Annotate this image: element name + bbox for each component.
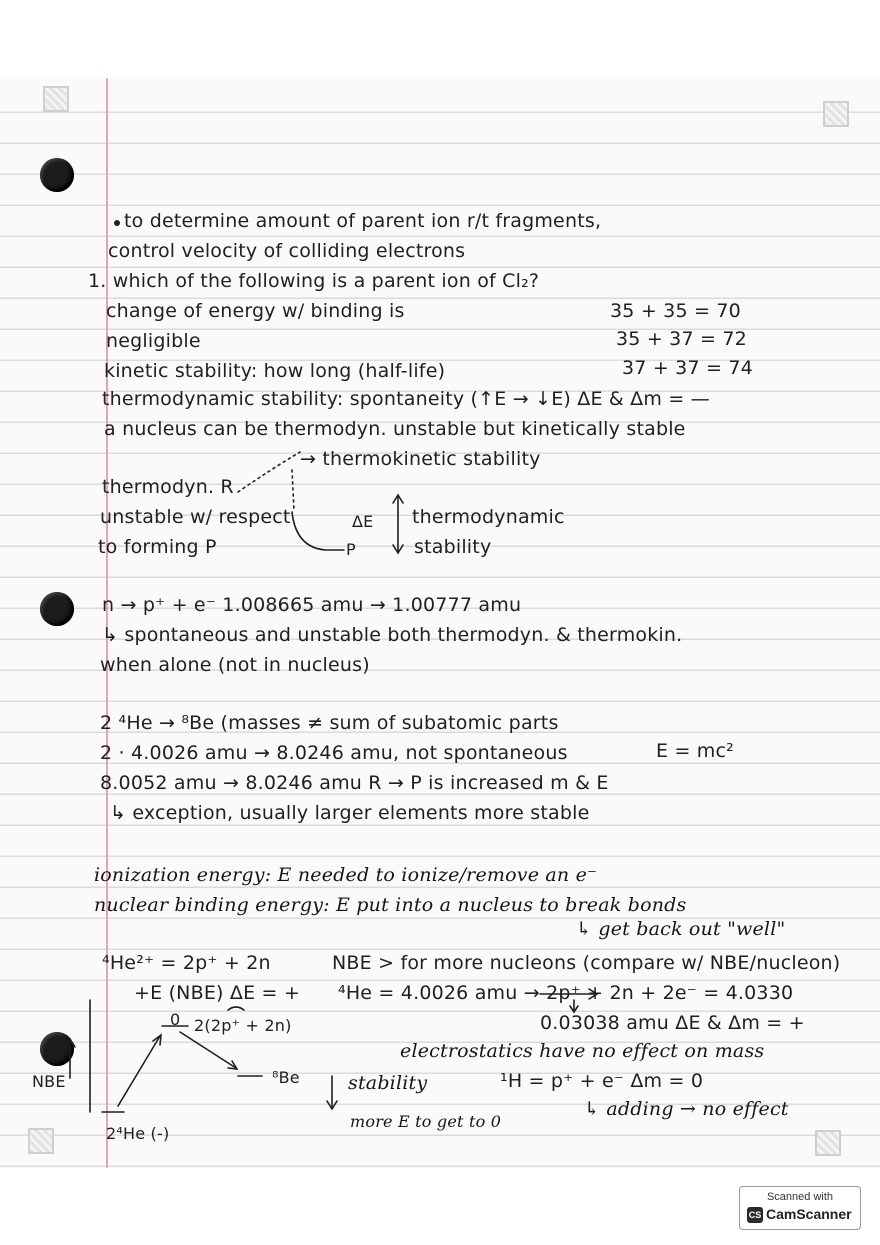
diagram-label: NBE (32, 1072, 66, 1091)
camscanner-logo-icon: CS (747, 1207, 763, 1223)
note-line: 0.03038 amu ΔE & Δm = + (540, 1012, 805, 1034)
note-line: ↳ get back out "well" (576, 918, 786, 940)
note-line: ↳ adding → no effect (584, 1098, 789, 1120)
reaction-curve (292, 512, 344, 550)
diagram-label: thermodynamic (412, 506, 565, 528)
note-line: ¹H = p⁺ + e⁻ Δm = 0 (500, 1070, 704, 1092)
note-line: 8.0052 amu → 8.0246 amu R → P is increased m & E (100, 772, 609, 794)
energy-path (118, 1036, 160, 1106)
note-line: kinetic stability: how long (half-life) (104, 360, 446, 382)
note-line: NBE > for more nucleons (compare w/ NBE/nucleon) (332, 952, 841, 974)
scanner-watermark (739, 1186, 861, 1230)
diagram-label: ΔE (352, 512, 374, 531)
diagram-label: stability (414, 536, 492, 558)
diagram-label: 2⁴He (-) (106, 1124, 170, 1143)
note-line: 2 ⁴He → ⁸Be (masses ≠ sum of subatomic parts (100, 712, 559, 734)
diagram-label: more E to get to 0 (350, 1112, 502, 1131)
note-line: change of energy w/ binding is (106, 300, 405, 322)
note-line: n → p⁺ + e⁻ 1.008665 amu → 1.00777 amu (102, 594, 522, 616)
note-line: → thermokinetic stability (300, 448, 541, 470)
note-line: a nucleus can be thermodyn. unstable but kinetically stable (104, 418, 686, 440)
diagram-label: 2(2p⁺ + 2n) (194, 1016, 292, 1035)
diagram-label: stability (348, 1072, 428, 1094)
note-line: nuclear binding energy: E put into a nucleus to break bonds (94, 894, 687, 916)
note-line: to determine amount of parent ion r/t fragments, (124, 210, 602, 232)
diagram-label: ⁸Be (272, 1068, 300, 1087)
note-line: 35 + 37 = 72 (616, 328, 747, 350)
watermark-brand: CamScanner (766, 1206, 852, 1222)
note-line: ionization energy: E needed to ionize/remove an e⁻ (94, 864, 598, 886)
note-line: ↳ exception, usually larger elements more stable (110, 802, 590, 824)
note-line: ↳ spontaneous and unstable both thermodyn. & thermokin. (102, 624, 683, 646)
note-line: thermodynamic stability: spontaneity (↑E → ↓E) ΔE & Δm = — (102, 388, 710, 410)
note-line: control velocity of colliding electrons (108, 240, 466, 262)
note-line: 2 · 4.0026 amu → 8.0246 amu, not spontaneous (100, 742, 568, 764)
note-line: when alone (not in nucleus) (100, 654, 370, 676)
diagram-label: to forming P (98, 536, 217, 558)
note-line: negligible (106, 330, 201, 352)
dotted-connector (238, 452, 300, 492)
dotted-connector (292, 470, 294, 510)
note-line: electrostatics have no effect on mass (400, 1040, 765, 1062)
watermark-caption: Scanned with (766, 1191, 834, 1203)
note-line: ⁴He = 4.0026 amu → 2p⁺ + 2n + 2e⁻ = 4.0330 (338, 982, 794, 1004)
infinity-mark (228, 1007, 244, 1010)
note-line: 1. which of the following is a parent ion of Cl₂? (88, 270, 540, 292)
note-line: E = mc² (656, 740, 734, 762)
note-line: ⁴He²⁺ = 2p⁺ + 2n (102, 952, 271, 974)
diagram-label: 0 (170, 1010, 181, 1029)
diagram-label: thermodyn. R (102, 476, 234, 498)
energy-path (180, 1032, 236, 1068)
diagram-label: P (346, 540, 356, 559)
note-line: 37 + 37 = 74 (622, 357, 753, 379)
diagram-label: unstable w/ respect (100, 506, 291, 528)
note-line: +E (NBE) ΔE = + (134, 982, 301, 1004)
note-line: 35 + 35 = 70 (610, 300, 741, 322)
